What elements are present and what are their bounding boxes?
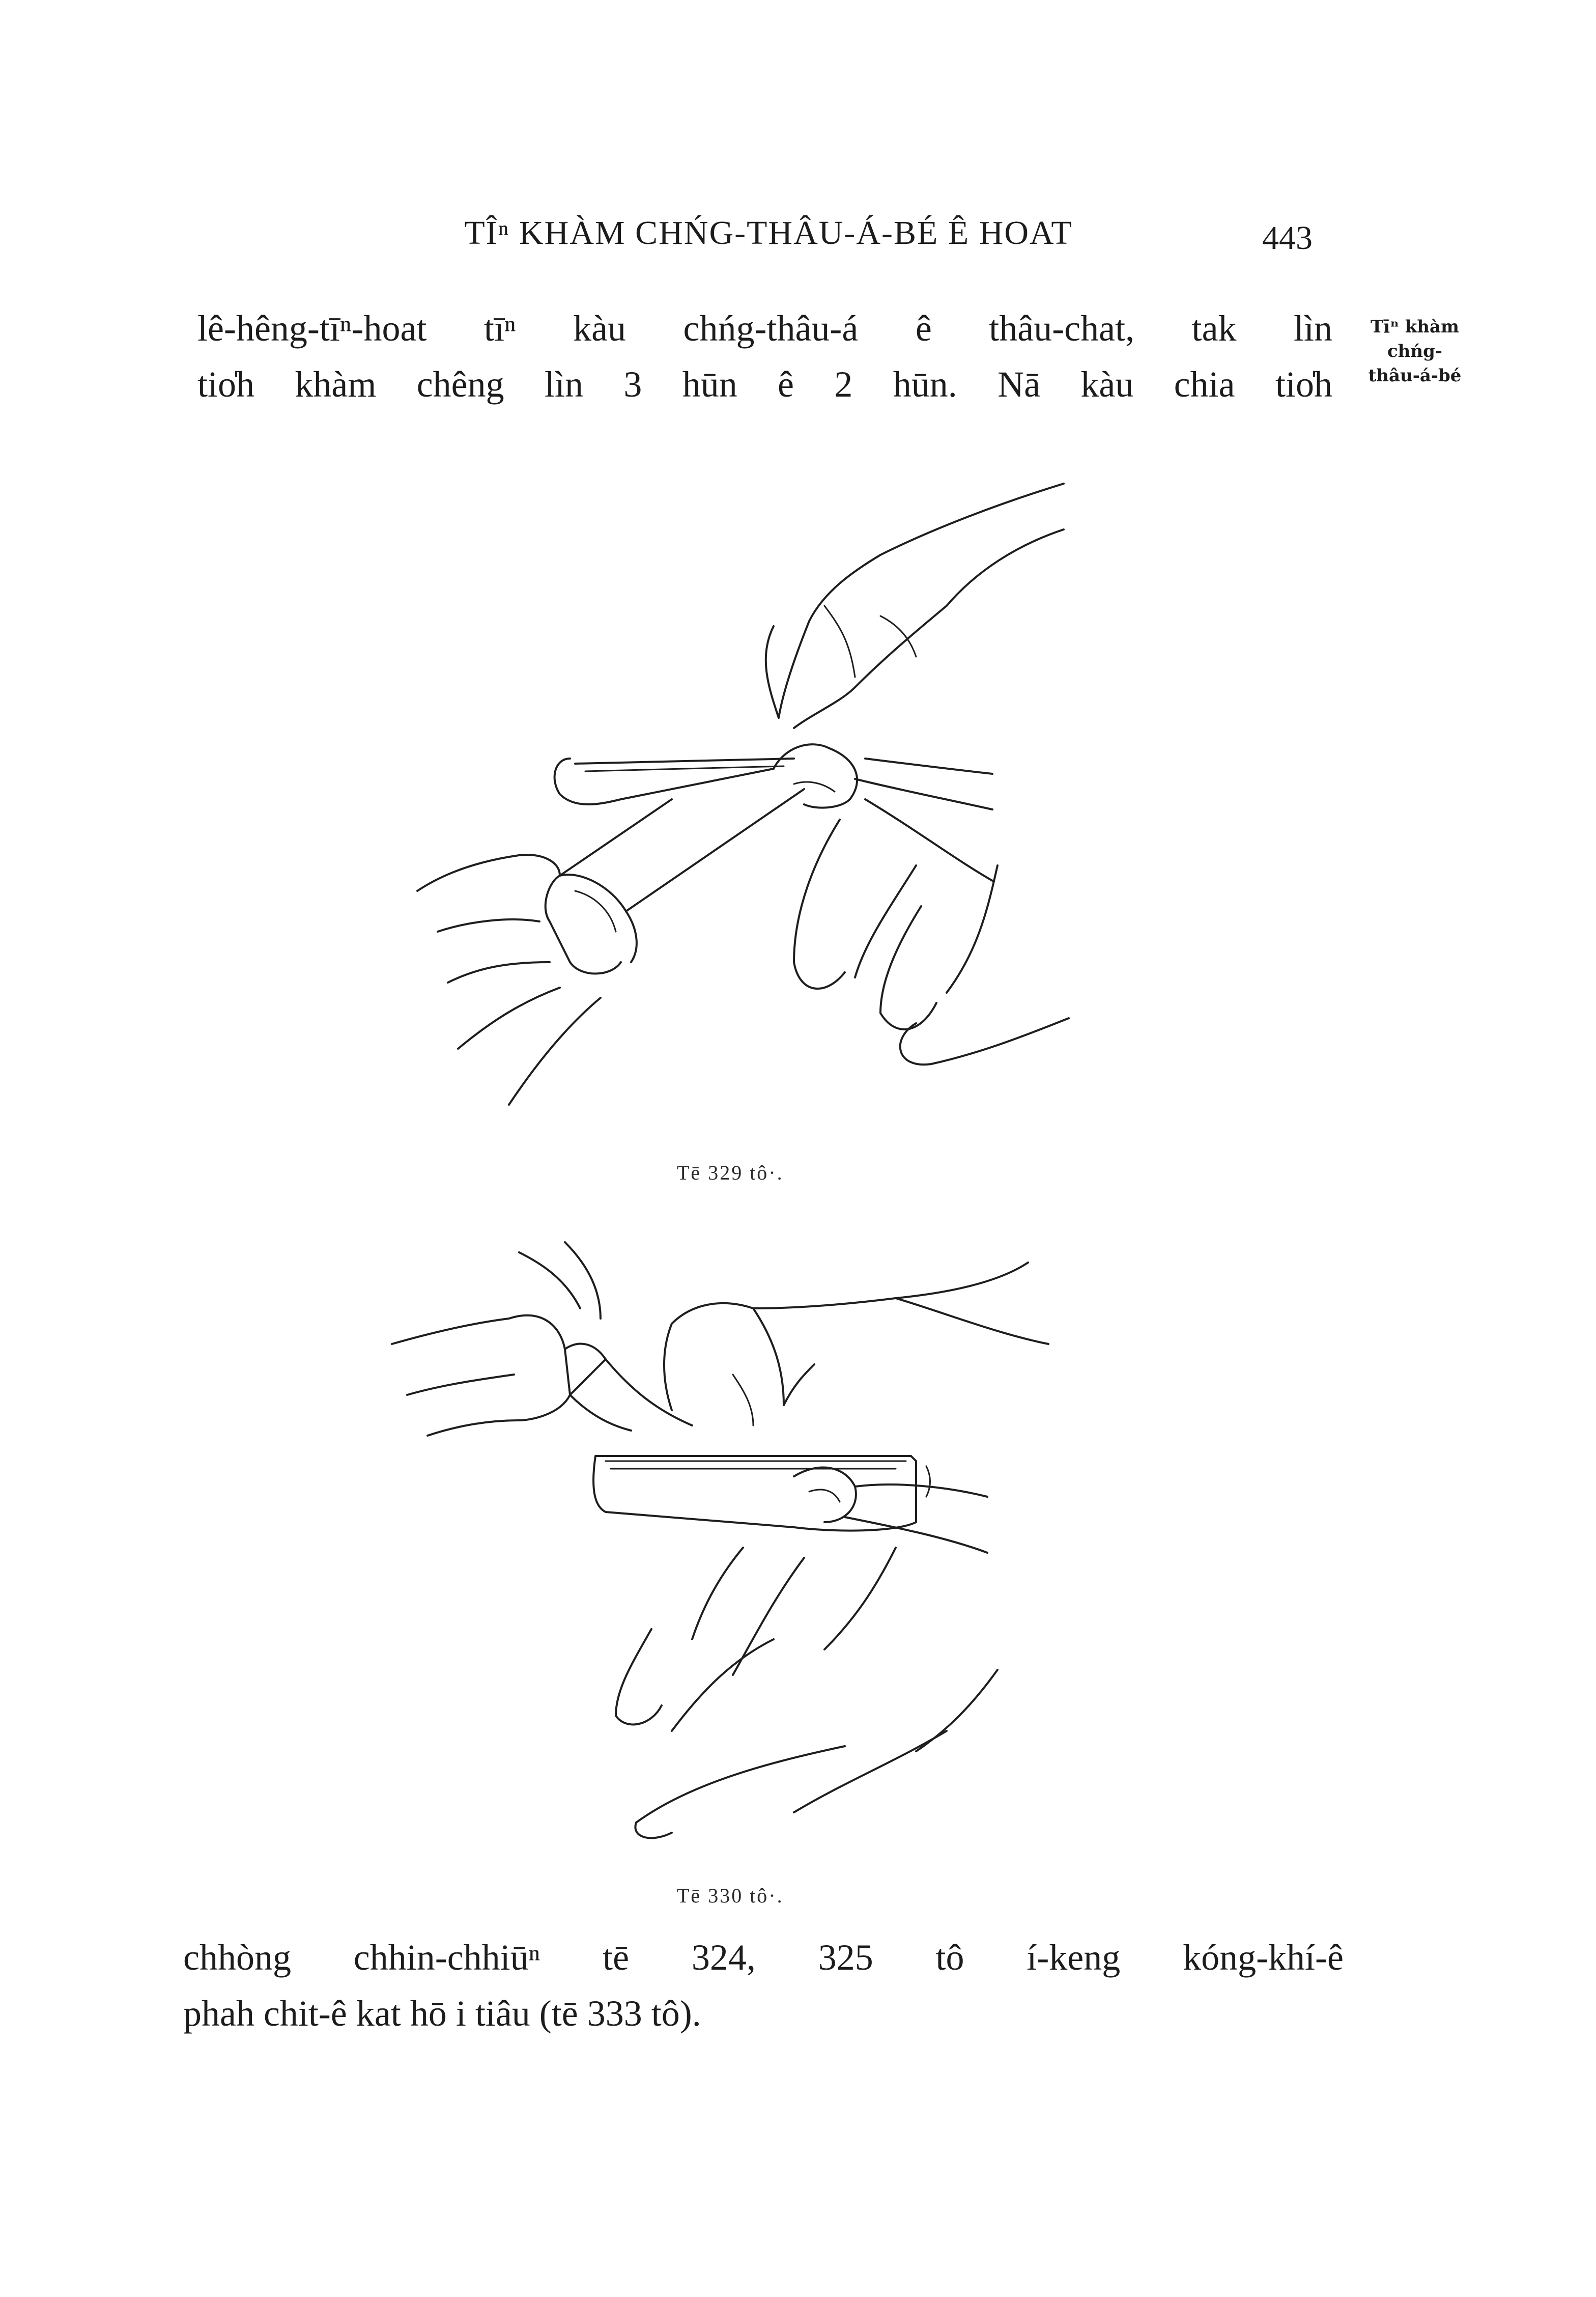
hand-drawing-330 — [387, 1222, 1109, 1873]
margin-note — [1338, 315, 1491, 388]
text-line: chhòng chhin-chhiūⁿ tē 324, 325 tô í-keng kóng-khí-ê — [183, 1937, 1344, 1978]
margin-note-line: Tīⁿ khàm — [1371, 317, 1459, 337]
text-line: phah chit-ê kat hō i tiâu (tē 333 tô). — [183, 1993, 701, 2034]
figure-329-illustration — [407, 473, 1109, 1145]
text-line: tio̍h khàm chêng lìn 3 hūn ê 2 hūn. Nā kàu chia tio̍h — [197, 364, 1332, 405]
paragraph-bottom — [183, 1929, 1344, 2041]
paragraph-top — [197, 300, 1332, 412]
figure-caption: Tē 330 tô·. — [677, 1884, 784, 1907]
running-head: TÎⁿ KHÀM CHŃG-THÂU-Á-BÉ Ê HOAT — [464, 214, 1073, 251]
page-number: 443 — [1262, 219, 1313, 257]
margin-note-line: thâu-á-bé — [1368, 366, 1462, 386]
figure-caption: Tē 329 tô·. — [677, 1161, 784, 1184]
figure-330-illustration — [387, 1222, 1109, 1873]
hand-drawing-329 — [407, 473, 1109, 1145]
text-line: lê-hêng-tīⁿ-hoat tīⁿ kàu chńg-thâu-á ê thâu-chat, tak lìn — [197, 308, 1332, 349]
margin-note-line: chńg- — [1387, 341, 1443, 361]
